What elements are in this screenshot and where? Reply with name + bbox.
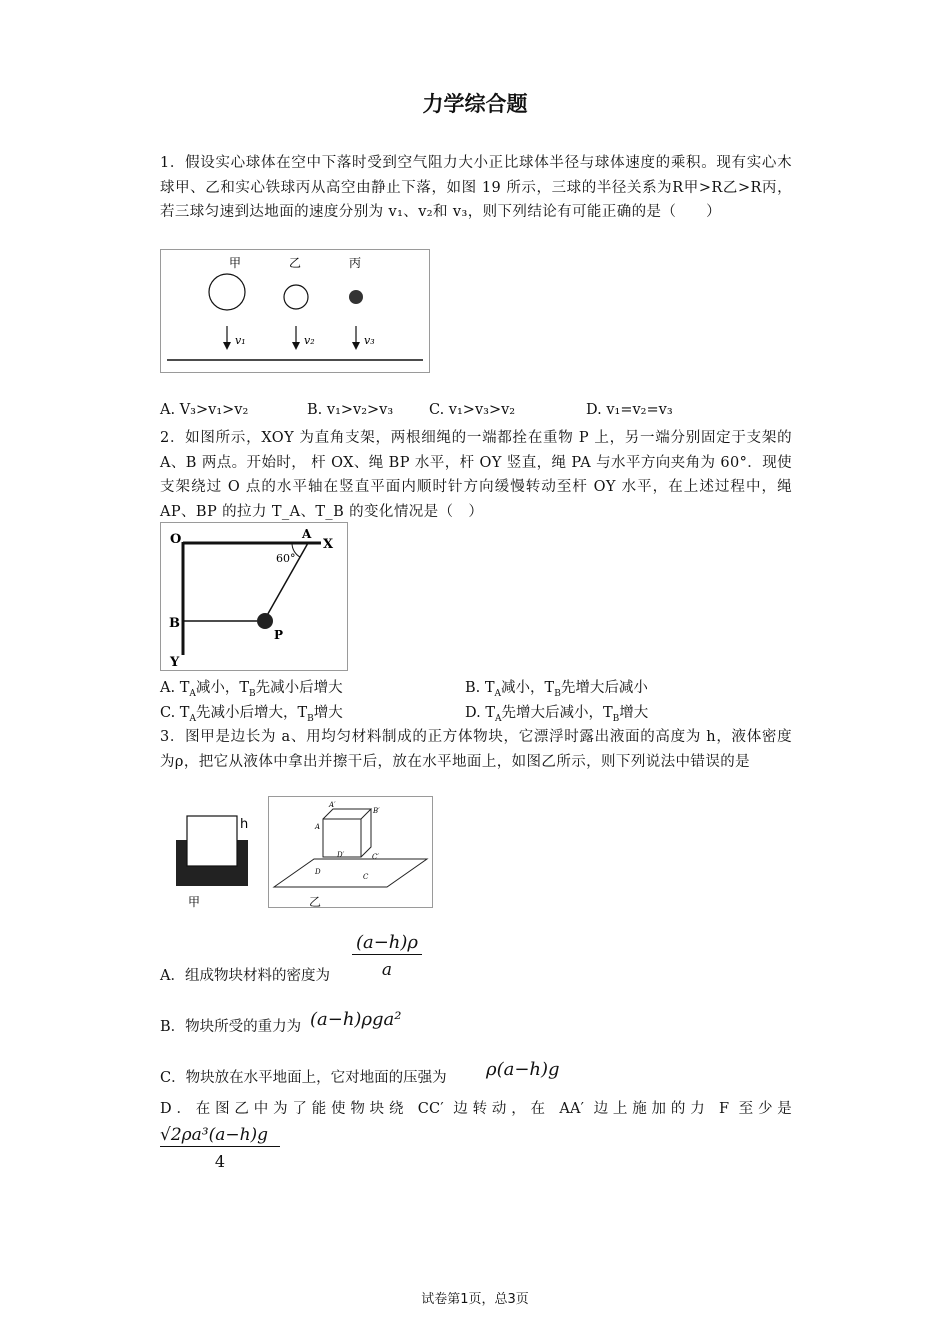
q2-option-a: A. $T_A$减小，$T_B$先减小后增大 xyxy=(160,680,343,699)
label-v1: v₁ xyxy=(235,334,246,347)
label-y: Y xyxy=(170,655,180,670)
q1-label-bing: 丙 xyxy=(349,256,362,270)
ground-plane xyxy=(274,859,427,887)
page-title: 力学综合题 xyxy=(422,92,528,116)
q3-figure-yi xyxy=(268,796,433,908)
weight-p xyxy=(257,613,273,629)
label-c1: C′ xyxy=(372,853,379,861)
ball-bing xyxy=(349,290,363,304)
q2-option-d: D. $T_A$先增大后减小，$T_B$增大 xyxy=(465,705,649,724)
label-d1: D′ xyxy=(337,851,345,859)
label-p: P xyxy=(274,628,284,642)
arrow-v3-head xyxy=(352,342,360,350)
q1-option-c: C. v₁>v₃>v₂ xyxy=(429,402,516,418)
label-o: O xyxy=(170,532,182,547)
label-v3: v₃ xyxy=(364,334,375,347)
q3-figure-jia xyxy=(172,812,258,910)
label-c: C xyxy=(363,873,369,881)
q3-option-c: C．物块放在水平地面上，它对地面的压强为 xyxy=(160,1070,447,1086)
label-a: A xyxy=(302,527,312,541)
q1-option-a: A. V₃>v₁>v₂ xyxy=(160,402,249,418)
q1-stem: 1．假设实心球体在空中下落时受到空气阻力大小正比球体半径与球体速度的乘积。现有实心木球甲、乙和实心铁球丙从高空由静止下落，如图 19 所示，三球的半径关系为R甲>R乙>R丙，若三球匀速到达地面的速度分别为 v₁、v₂和 v₃，则下列结论有可能正确的是（ ） xyxy=(160,155,792,220)
q1-option-b: B. v₁>v₂>v₃ xyxy=(307,402,394,418)
q3-option-a: A．组成物块材料的密度为 xyxy=(160,968,330,984)
label-d: D xyxy=(315,868,321,876)
floating-cube-diagram xyxy=(172,812,258,910)
falling-balls-diagram xyxy=(161,250,429,372)
floating-cube xyxy=(187,816,237,866)
pressure-formula: ρ(a−h)g xyxy=(486,1059,560,1080)
label-x: X xyxy=(323,537,334,552)
cube-top xyxy=(323,809,371,819)
gravity-formula: (a−h)ρga² xyxy=(310,1009,402,1030)
label-jia: 甲 xyxy=(188,895,201,909)
label-a1: A′ xyxy=(329,801,336,809)
q2-option-c: C. $T_A$先减小后增大，$T_B$增大 xyxy=(160,705,343,724)
density-numerator: (a−h)ρ xyxy=(352,932,422,955)
label-b: B xyxy=(169,616,180,631)
label-b1: B′ xyxy=(373,807,380,815)
label-a: A xyxy=(315,823,321,831)
force-numerator: √2ρa³(a−h)g xyxy=(160,1125,280,1147)
q1-label-jia: 甲 xyxy=(229,256,242,270)
q1-label-yi: 乙 xyxy=(289,256,302,270)
page-footer: 试卷第1页，总3页 xyxy=(421,1292,529,1307)
q3-option-b: B．物块所受的重力为 xyxy=(160,1019,302,1035)
label-angle: 60° xyxy=(276,552,296,565)
arrow-v1-head xyxy=(223,342,231,350)
q1-figure xyxy=(160,249,430,373)
q1-option-d: D. v₁=v₂=v₃ xyxy=(586,402,673,418)
density-denominator: a xyxy=(381,960,393,980)
cube-on-ground-diagram xyxy=(269,797,432,907)
q2-figure xyxy=(160,522,348,671)
bracket-diagram xyxy=(161,523,347,670)
q2-stem: 2．如图所示，XOY 为直角支架，两根细绳的一端都拴在重物 P 上，另一端分别固定于支架的 A、B 两点。开始时， 杆 OX、绳 BP 水平，杆 OY 竖直，绳 PA 与水平方向夹角为 60°．现使支架绕过 O 点的水平轴在竖直平面内顺时针方向缓慢转动至杆 OY 水平，在上述过程中，绳 AP、BP 的拉力 T_A、T_B 的变化情况是（ ） xyxy=(160,430,792,520)
ball-jia xyxy=(209,274,245,310)
q2-option-b: B. $T_A$减小，$T_B$先增大后减小 xyxy=(465,680,648,699)
q3-stem: 3．图甲是边长为 a、用均匀材料制成的正方体物块，它漂浮时露出液面的高度为 h，液体密度为ρ，把它从液体中拿出并擦干后，放在水平地面上，如图乙所示，则下列说法中错误的是 xyxy=(160,729,792,770)
arrow-v2-head xyxy=(292,342,300,350)
label-yi: 乙 xyxy=(309,895,322,909)
label-h: h xyxy=(240,817,249,832)
q3-option-d: D．在图乙中为了能使物块绕 CC′ 边转动，在 AA′ 边上施加的力 F 至少是 xyxy=(160,1101,792,1117)
label-v2: v₂ xyxy=(304,334,315,347)
cube-side xyxy=(361,809,371,857)
ball-yi xyxy=(284,285,308,309)
force-denominator: 4 xyxy=(214,1152,226,1171)
